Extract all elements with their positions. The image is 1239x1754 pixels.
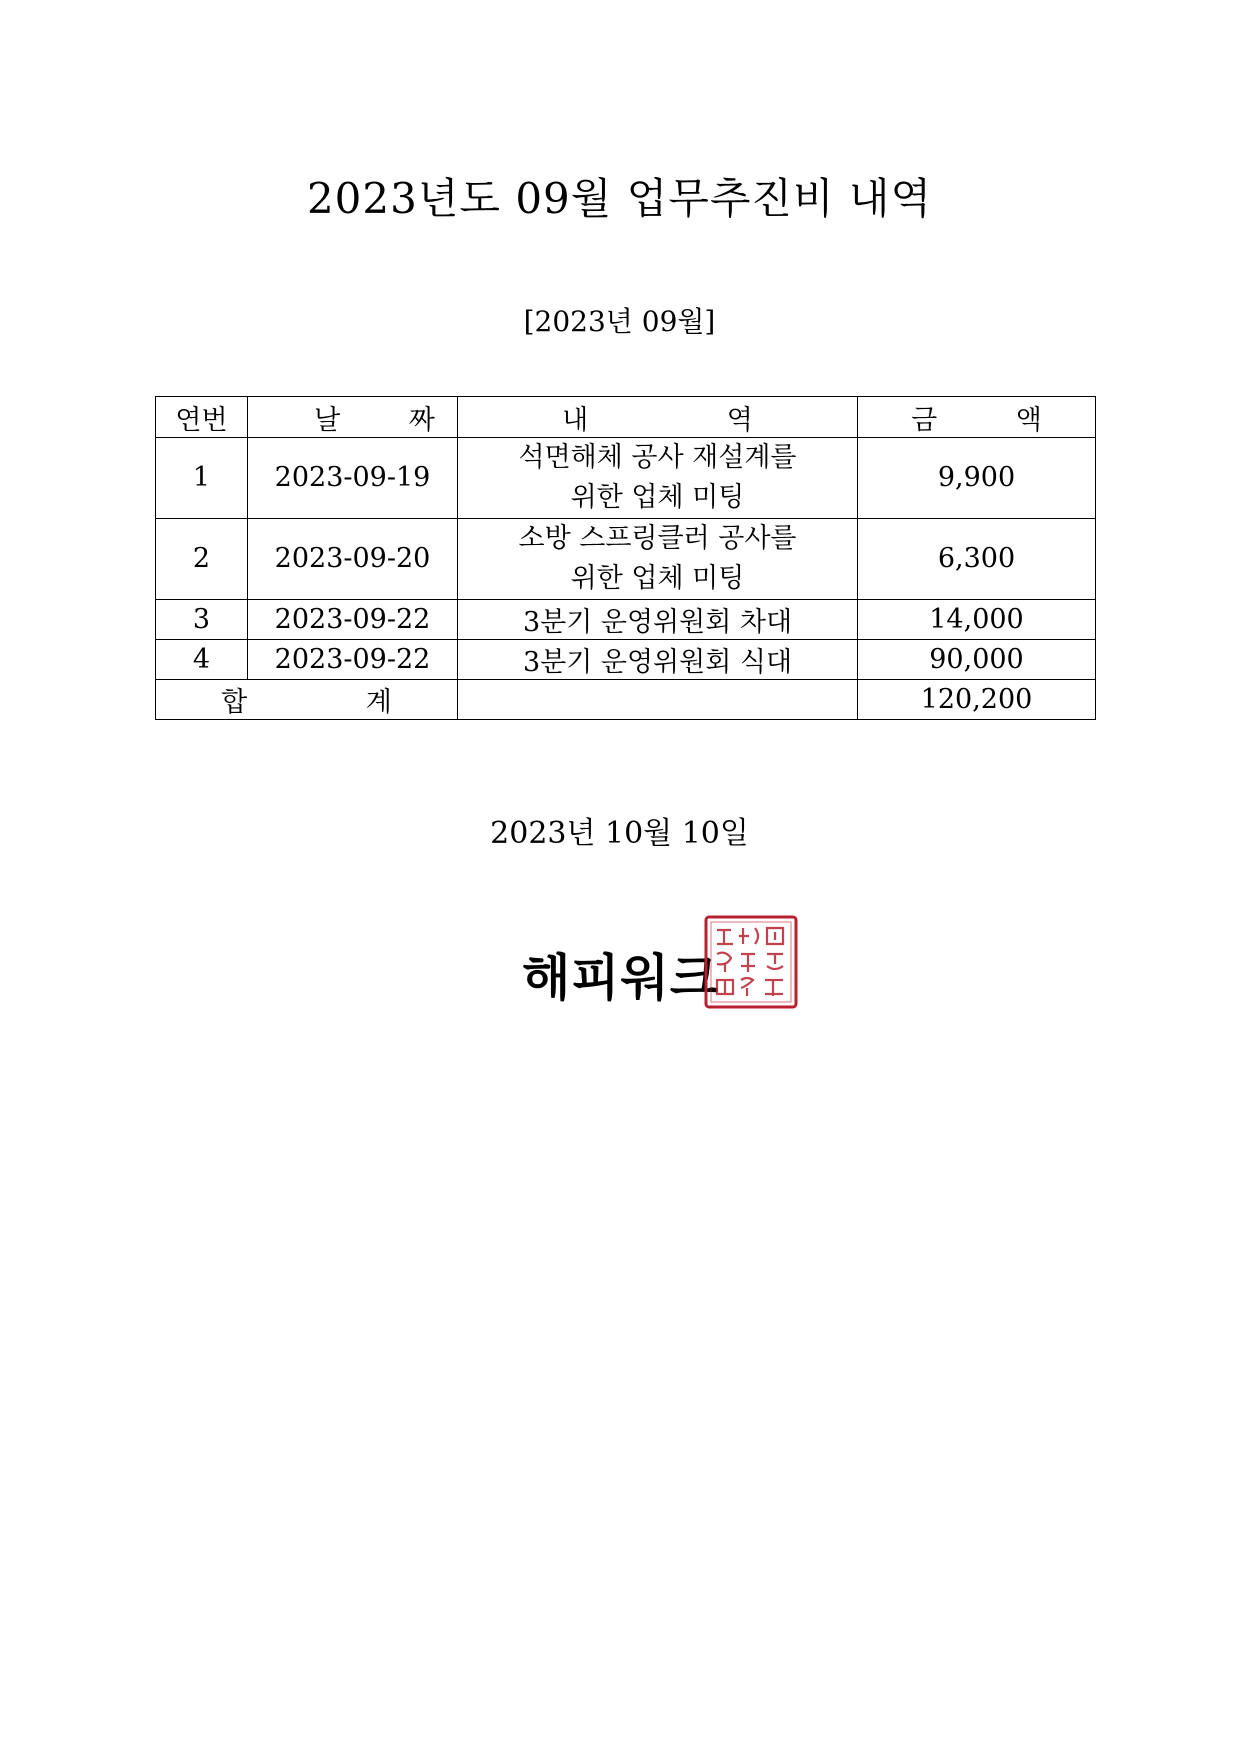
description-line: 위한 업체 미팅 — [570, 482, 745, 513]
row-amount: 9,900 — [858, 438, 1096, 519]
table-row — [156, 640, 1096, 680]
row-no: 1 — [156, 438, 248, 519]
header-date: 날 짜 — [248, 397, 458, 438]
row-amount: 90,000 — [858, 640, 1096, 680]
period-label: [2023년 09월] — [523, 305, 716, 338]
row-description — [458, 519, 858, 600]
description-line: 석면해체 공사 재설계를 — [518, 442, 797, 473]
table-row — [156, 600, 1096, 640]
document-title: 2023년도 09월 업무추진비 내역 — [306, 174, 933, 223]
row-no: 3 — [156, 600, 248, 640]
table-row — [156, 519, 1096, 600]
table-row — [156, 438, 1096, 519]
issue-date: 2023년 10월 10일 — [490, 816, 749, 851]
header-description: 내 역 — [458, 397, 858, 438]
header-amount: 금 액 — [858, 397, 1096, 438]
total-row — [156, 680, 1096, 720]
total-description — [458, 680, 858, 720]
row-amount: 14,000 — [858, 600, 1096, 640]
row-date: 2023-09-20 — [248, 519, 458, 600]
row-date: 2023-09-22 — [248, 600, 458, 640]
row-no: 4 — [156, 640, 248, 680]
row-amount: 6,300 — [858, 519, 1096, 600]
row-date: 2023-09-19 — [248, 438, 458, 519]
expense-table — [155, 396, 1096, 720]
table-header-row — [156, 397, 1096, 438]
header-no: 연번 — [156, 397, 248, 438]
company-name: 해피워크 — [522, 949, 720, 1007]
description-line: 위한 업체 미팅 — [570, 563, 745, 594]
total-amount: 120,200 — [858, 680, 1096, 720]
description-line: 소방 스프링클러 공사를 — [518, 523, 797, 554]
company-seal-stamp — [703, 914, 799, 1010]
total-label: 합 계 — [156, 680, 458, 720]
row-date: 2023-09-22 — [248, 640, 458, 680]
row-description: 3분기 운영위원회 식대 — [458, 640, 858, 680]
row-description — [458, 438, 858, 519]
row-description: 3분기 운영위원회 차대 — [458, 600, 858, 640]
row-no: 2 — [156, 519, 248, 600]
